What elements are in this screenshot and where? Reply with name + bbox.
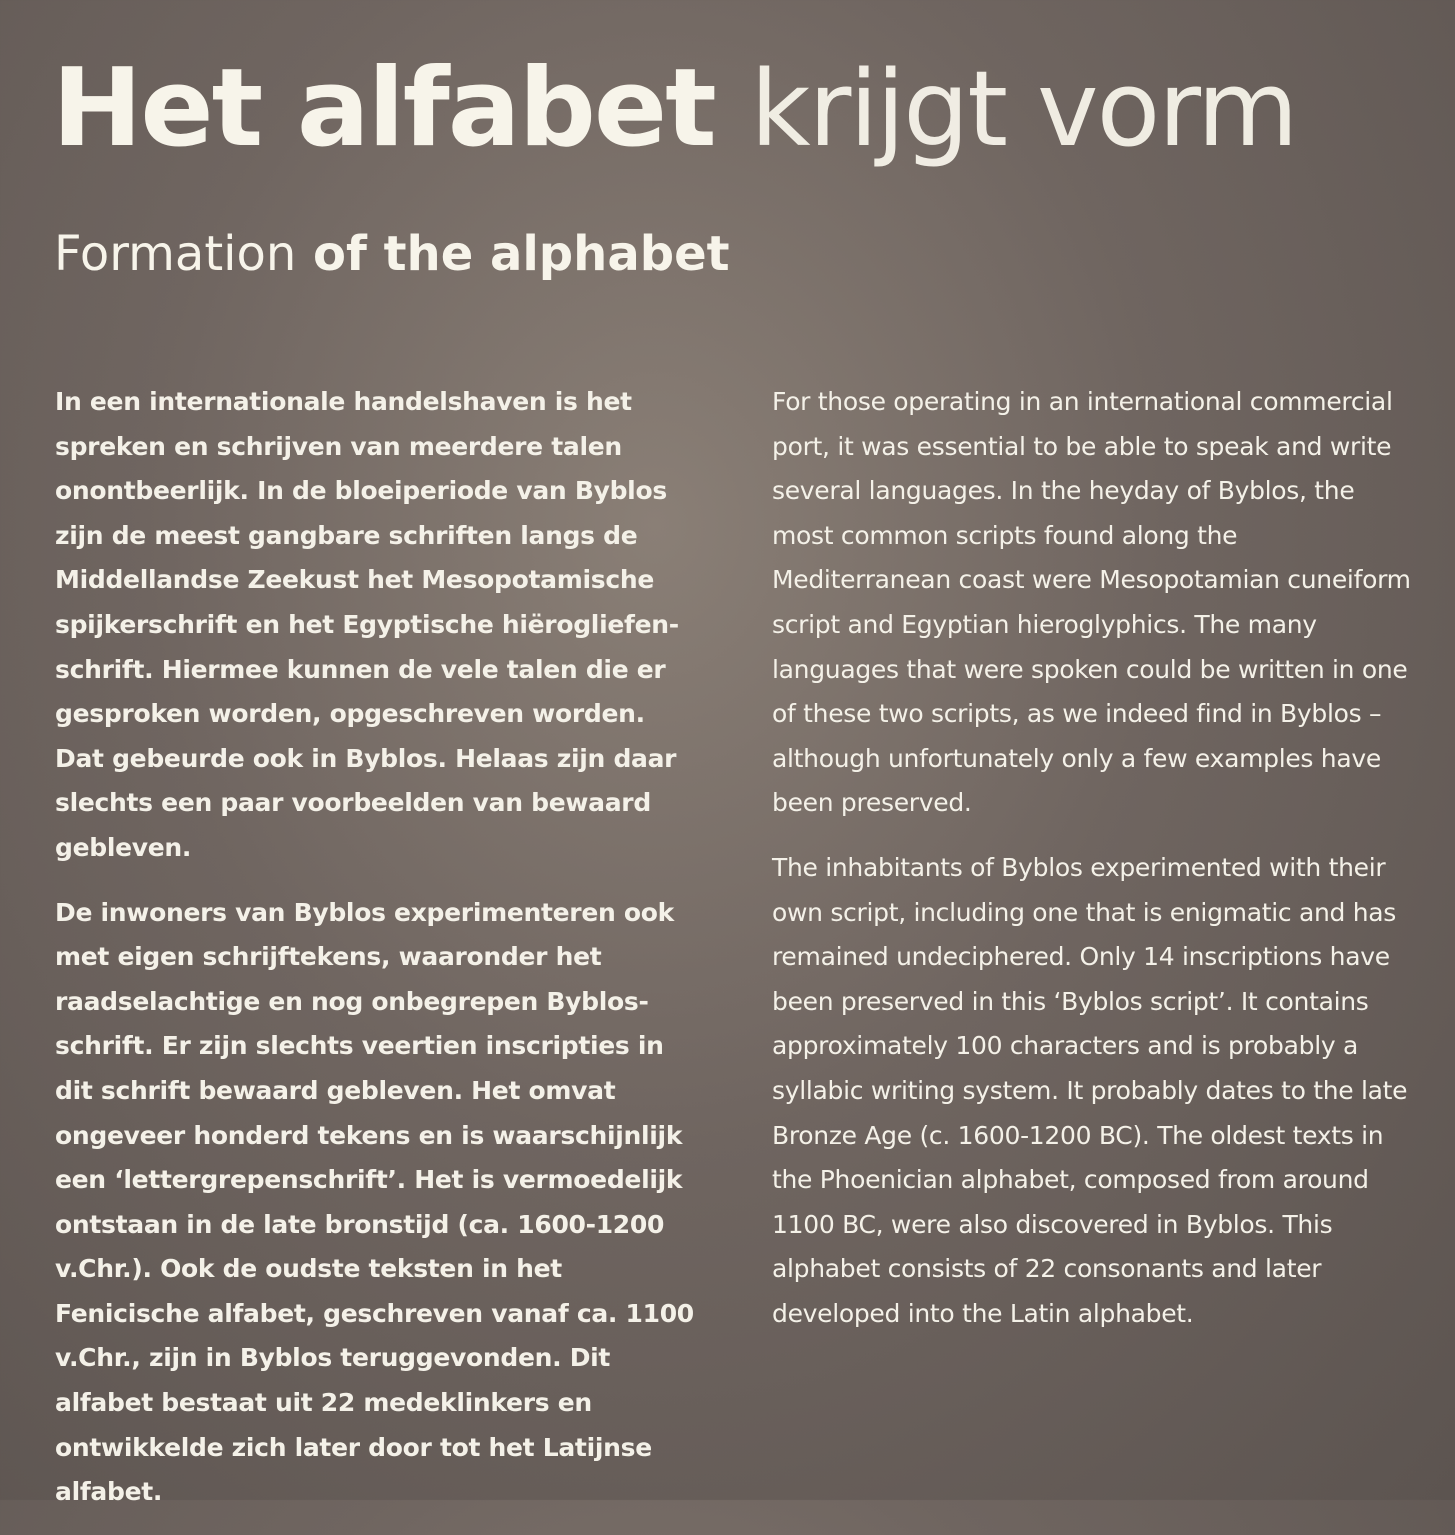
english-paragraph-1: For those operating in an international commercial port, it was essential to be able to speak and write several languages. In the heyday of Byblos, the most common scripts found along the Mediterranean coast were Mesopotamian cuneiform script and Egyptian hieroglyphics. The many languages that were spoken could be written in one of these two scripts, as we indeed find in Byblos – although unfortunately only a few examples have been preserved. — [772, 387, 1411, 818]
dutch-text-column — [55, 380, 695, 1535]
subtitle-light: Formation — [54, 226, 297, 282]
title-bold: Het alfabet — [52, 46, 715, 171]
dutch-paragraph-2: De inwoners van Byblos experimenteren ook met eigen schrijftekens, waaronder het raadselachtige en nog onbegrepen Byblosschrift. Er zijn slechts veertien inscripties in dit schrift bewaard gebleven. Het omvat ongeveer honderd tekens en is waarschijnlijk een ‘lettergrepenschrift’. Het is vermoedelijk ontstaan in de late bronstijd (ca. 1600-1200 v.Chr.). Ook de oudste teksten in het Fenicische alfabet, geschreven vanaf ca. 1100 v.Chr., zijn in Byblos teruggevonden. Dit alfabet bestaat uit 22 medeklinkers en ontwikkelde zich later door tot het Latijnse alfabet. — [55, 897, 694, 1507]
english-paragraph-2: The inhabitants of Byblos experimented with their own script, including one that is enigmatic and has remained undeciphered. Only 14 inscriptions have been preserved in this ‘Byblos script’. It contains approximately 100 characters and is probably a syllabic writing system. It probably dates to the late Bronze Age (c. 1600-1200 BC). The oldest texts in the Phoenician alphabet, composed from around 1100 BC, were also discovered in Byblos. This alphabet consists of 22 consonants and later developed into the Latin alphabet. — [772, 852, 1408, 1328]
panel-subtitle — [54, 228, 730, 281]
dutch-paragraph-1: In een internationale handelshaven is het spreken en schrijven van meerdere talen onontbeerlijk. In de bloeiperiode van Byblos zijn de meest gangbare schriften langs de Middellandse Zeekust het Mesopotamische spijkerschrift en het Egyptische hiërogliefenschrift. Hiermee kunnen de vele talen die er gesproken worden, opgeschreven worden. Dat gebeurde ook in Byblos. Helaas zijn daar slechts een paar voorbeelden van bewaard gebleven. — [55, 387, 680, 862]
subtitle-bold: of the alphabet — [313, 226, 730, 282]
english-text-column — [772, 380, 1422, 1356]
panel-title — [52, 46, 1297, 171]
title-light: krijgt vorm — [750, 48, 1297, 170]
